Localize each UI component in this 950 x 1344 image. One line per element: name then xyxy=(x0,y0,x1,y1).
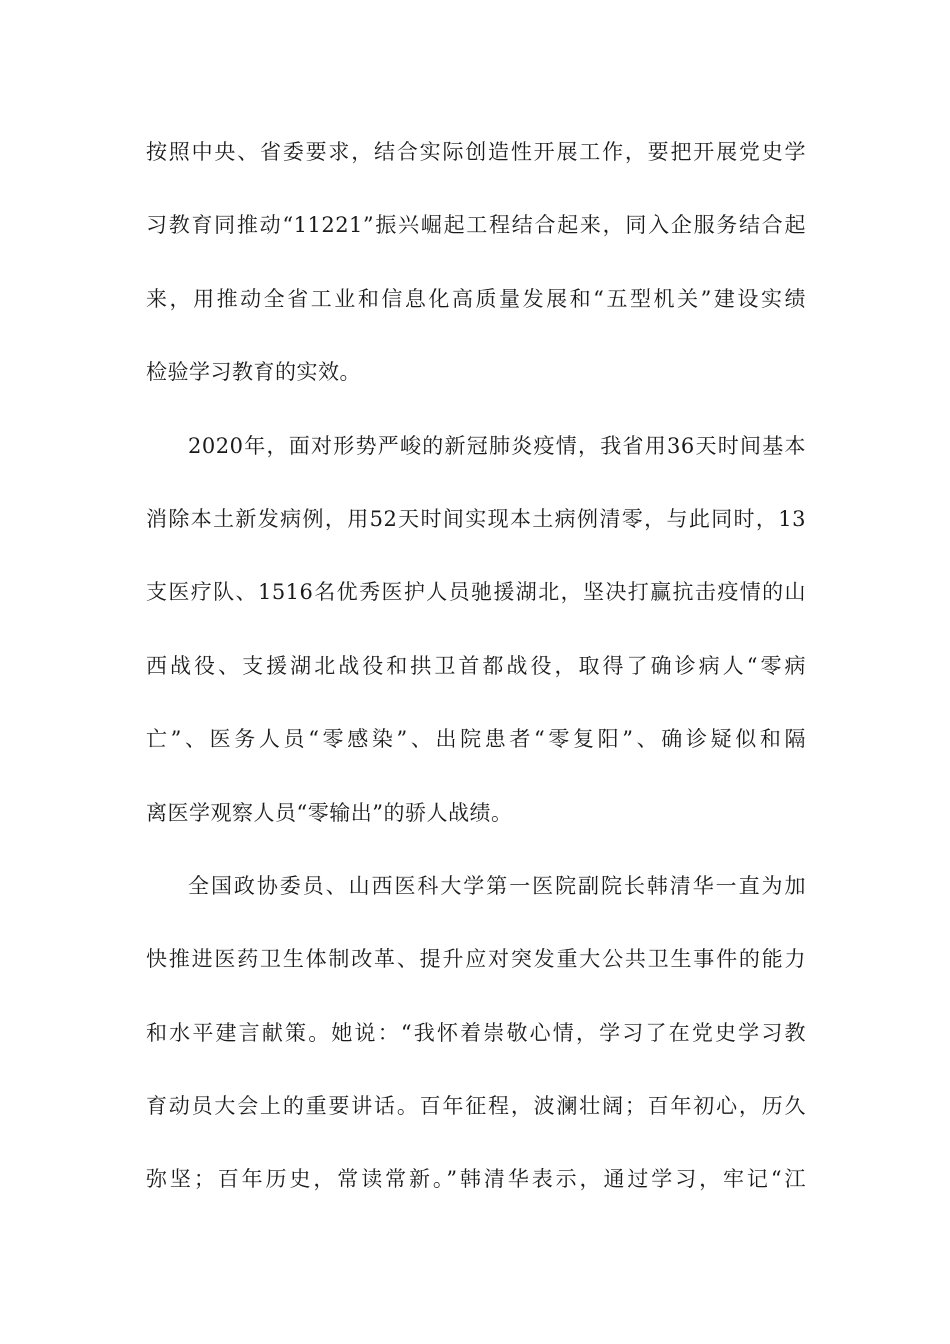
text-line: 支医疗队、1516名优秀医护人员驰援湖北，坚决打赢抗击疫情的山 xyxy=(146,580,806,605)
text-line: 按照中央、省委要求，结合实际创造性开展工作，要把开展党史学 xyxy=(146,140,806,164)
text-line: 亡”、医务人员“零感染”、出院患者“零复阳”、确诊疑似和隔 xyxy=(146,727,806,752)
text-line: 检验学习教育的实效。 xyxy=(146,360,361,385)
text-line: 习教育同推动“11221”振兴崛起工程结合起来，同入企服务结合起 xyxy=(146,213,806,238)
text-line: 西战役、支援湖北战役和拱卫首都战役，取得了确诊病人“零病 xyxy=(146,653,806,678)
document-body xyxy=(146,128,806,1229)
text-line: 消除本土新发病例，用52天时间实现本土病例清零，与此同时，13 xyxy=(146,506,806,531)
text-line: 和水平建言献策。她说：“我怀着崇敬心情，学习了在党史学习教 xyxy=(146,1020,806,1045)
text-line: 全国政协委员、山西医科大学第一医院副院长韩清华一直为加 xyxy=(188,873,806,898)
text-line: 来，用推动全省工业和信息化高质量发展和“五型机关”建设实绩 xyxy=(146,286,806,311)
text-line: 2020年，面对形势严峻的新冠肺炎疫情，我省用36天时间基本 xyxy=(188,433,806,458)
text-line: 育动员大会上的重要讲话。百年征程，波澜壮阔；百年初心，历久 xyxy=(146,1094,806,1119)
text-line: 弥坚；百年历史，常读常新。”韩清华表示，通过学习，牢记“江 xyxy=(146,1167,806,1192)
text-line: 快推进医药卫生体制改革、提升应对突发重大公共卫生事件的能力 xyxy=(146,947,806,972)
text-line: 离医学观察人员“零输出”的骄人战绩。 xyxy=(146,800,513,825)
